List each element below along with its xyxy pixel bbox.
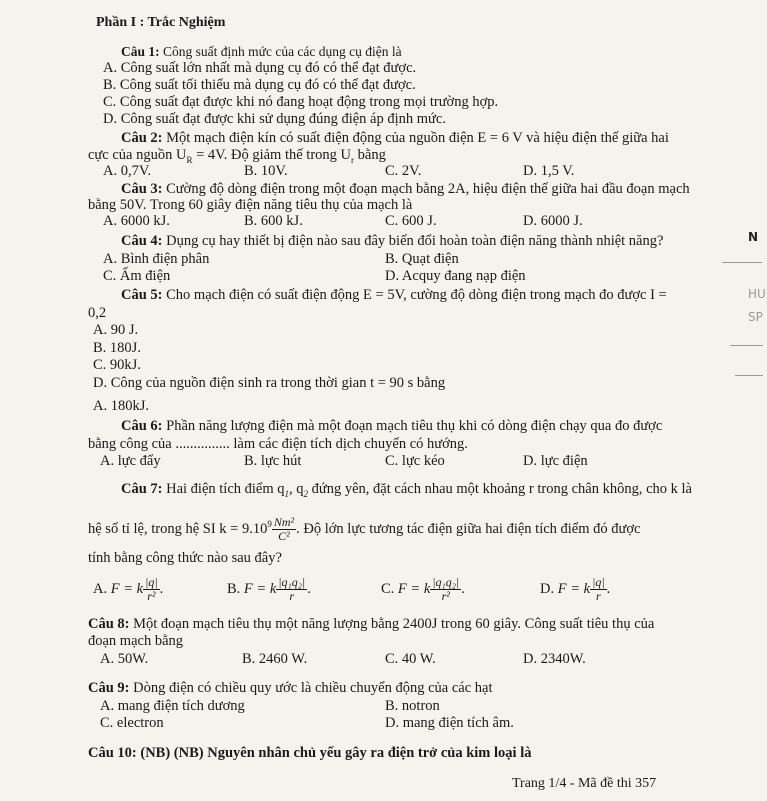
- question-3-option-c[interactable]: C. 600 J.: [385, 213, 437, 229]
- question-1-option-b[interactable]: B. Công suất tối thiểu mà dụng cụ đó có thể đạt được.: [103, 77, 416, 93]
- question-9-line: [88, 680, 493, 697]
- question-4-label: Câu 4:: [121, 233, 163, 249]
- question-8-stem-1: Một đoạn mạch tiêu thụ một năng lượng bằng 2400J trong 60 giây. Công suất tiêu thụ của: [133, 616, 655, 632]
- question-1-option-a[interactable]: A. Công suất lớn nhất mà dụng cụ đó có thể đạt được.: [103, 60, 417, 76]
- question-5-option-c[interactable]: C. 90kJ.: [93, 357, 141, 373]
- question-1: [121, 43, 402, 60]
- question-5-option-d[interactable]: D. Công của nguồn điện sinh ra trong thời gian t = 90 s bằng: [93, 375, 446, 391]
- margin-mark-hu: HU: [748, 287, 766, 301]
- question-7-label: Câu 7:: [121, 481, 163, 497]
- question-10-label: Câu 10:: [88, 745, 137, 761]
- question-2-line-2: cực của nguồn $U_R = 4V$. Độ giảm thế trong $U_r$ bằng: [88, 147, 386, 165]
- question-4-option-c[interactable]: C. Ấm điện: [103, 268, 171, 284]
- question-3-stem-1: Cường độ dòng điện trong một đoạn mạch bằng 2A, hiệu điện thế giữa hai đầu đoạn mạch: [166, 181, 690, 197]
- question-5-option-a[interactable]: A. 90 J.: [93, 322, 139, 338]
- unit-fraction: $\frac{\text{Nm²}}{\text{C²}}$: [273, 515, 295, 543]
- question-8-option-b[interactable]: B. 2460 W.: [242, 651, 308, 667]
- question-9-stem: Dòng điện có chiều quy ước là chiều chuyển động của các hạt: [133, 680, 493, 696]
- question-6-option-d[interactable]: D. lực điện: [523, 453, 588, 469]
- question-8-stem-2: đoạn mạch bằng: [88, 633, 184, 649]
- question-3-option-a[interactable]: A. 6000 kJ.: [103, 213, 170, 229]
- question-10-line: [88, 745, 531, 762]
- question-10-stem: (NB) (NB) Nguyên nhân chủ yếu gây ra điện trở của kim loại là: [140, 745, 532, 761]
- question-4-option-b[interactable]: B. Quạt điện: [385, 251, 459, 267]
- question-8-option-c[interactable]: C. 40 W.: [385, 651, 436, 667]
- question-1-label: Câu 1:: [121, 44, 160, 59]
- question-9-option-c[interactable]: C. electron: [100, 715, 164, 731]
- question-8-option-d[interactable]: D. 2340W.: [523, 651, 586, 667]
- question-5-option-b[interactable]: B. 180J.: [93, 340, 141, 356]
- question-4-line: [121, 233, 663, 250]
- margin-mark-sp: SP: [748, 310, 763, 324]
- question-5-stem-1: Cho mạch điện có suất điện động E = 5V, cường độ dòng điện trong mạch đo được I =: [166, 287, 667, 303]
- question-3-stem-2: bằng 50V. Trong 60 giây điện năng tiêu thụ của mạch là: [88, 197, 413, 213]
- page-footer: Trang 1/4 - Mã đề thi 357: [512, 776, 657, 791]
- section-title: Phần I : Trắc Nghiệm: [96, 15, 226, 30]
- question-2-line-1: [121, 130, 669, 147]
- margin-rule: [722, 262, 762, 263]
- question-6-line-1: [121, 418, 662, 435]
- question-1-stem: Công suất định mức của các dụng cụ điện là: [163, 44, 402, 59]
- question-5-stem-2: 0,2: [88, 305, 107, 321]
- question-1-option-d[interactable]: D. Công suất đạt được khi sử dụng đúng điện áp định mức.: [103, 111, 446, 127]
- question-7-line-1: Câu 7: Hai điện tích điểm $q_1$, $q_2$ đứng yên, đặt cách nhau một khoảng r trong chân không, cho k là: [121, 481, 692, 499]
- question-2-option-c[interactable]: C. 2V.: [385, 163, 422, 179]
- question-1-option-c[interactable]: C. Công suất đạt được khi nó đang hoạt động trong mọi trường hợp.: [103, 94, 499, 110]
- question-6-stem-2: bằng công của ............... làm các điện tích dịch chuyển có hướng.: [88, 436, 468, 452]
- question-6-option-b[interactable]: B. lực hút: [244, 453, 302, 469]
- question-9-label: Câu 9:: [88, 680, 130, 696]
- question-7-option-b[interactable]: B. F = k $\frac{\text{|q₁q₂|}}{r}$ .: [227, 575, 311, 603]
- question-3-line-1: [121, 181, 690, 198]
- question-2-label: Câu 2:: [121, 130, 163, 146]
- question-4-option-d[interactable]: D. Acquy đang nạp điện: [385, 268, 526, 284]
- question-6-option-a[interactable]: A. lực đẩy: [100, 453, 161, 469]
- question-8-option-a[interactable]: A. 50W.: [100, 651, 149, 667]
- question-5-line-1: [121, 287, 667, 304]
- question-4-option-a[interactable]: A. Bình điện phân: [103, 251, 210, 267]
- question-9-option-a[interactable]: A. mang điện tích dương: [100, 698, 245, 714]
- question-6-stem-1: Phần năng lượng điện mà một đoạn mạch tiêu thụ khi có dòng điện chạy qua đo được: [166, 418, 663, 434]
- question-7-option-d[interactable]: D. F = k $\frac{|q|}{r}$ .: [540, 575, 611, 603]
- question-7-stem-3: tính bằng công thức nào sau đây?: [88, 550, 282, 566]
- question-6-option-c[interactable]: C. lực kéo: [385, 453, 445, 469]
- question-3-option-d[interactable]: D. 6000 J.: [523, 213, 583, 229]
- question-2-option-a[interactable]: A. 0,7V.: [103, 163, 152, 179]
- question-2-option-d[interactable]: D. 1,5 V.: [523, 163, 575, 179]
- question-7-line-2: hệ số tỉ lệ, trong hệ SI $k = 9.10^9$ $\frac{\text{Nm²}}{\text{C²}}$ . Độ lớn lực tương tác điện giữa hai điện tích điểm đó được: [88, 515, 641, 543]
- question-8-label: Câu 8:: [88, 616, 130, 632]
- question-5-label: Câu 5:: [121, 287, 163, 303]
- question-7-option-a[interactable]: A. F = k $\frac{|q|}{\text{r²}}$ .: [93, 575, 164, 603]
- question-5-option-a-alt[interactable]: A. 180kJ.: [93, 398, 149, 414]
- question-3-option-b[interactable]: B. 600 kJ.: [244, 213, 303, 229]
- question-4-stem: Dụng cụ hay thiết bị điện nào sau đây biến đổi hoàn toàn điện năng thành nhiệt năng?: [166, 233, 664, 249]
- margin-mark-n: N: [748, 230, 759, 244]
- question-6-label: Câu 6:: [121, 418, 163, 434]
- question-9-option-d[interactable]: D. mang điện tích âm.: [385, 715, 514, 731]
- question-8-line-1: [88, 616, 654, 633]
- question-3-label: Câu 3:: [121, 181, 163, 197]
- question-2-stem-1: Một mạch điện kín có suất điện động của nguồn điện E = 6 V và hiệu điện thế giữa hai: [166, 130, 669, 146]
- margin-rule: [730, 345, 763, 346]
- question-7-option-c[interactable]: C. F = k $\frac{\text{|q₁q₂|}}{\text{r²}}$ .: [381, 575, 465, 603]
- question-2-option-b[interactable]: B. 10V.: [244, 163, 288, 179]
- question-9-option-b[interactable]: B. notron: [385, 698, 440, 714]
- margin-rule: [735, 375, 763, 376]
